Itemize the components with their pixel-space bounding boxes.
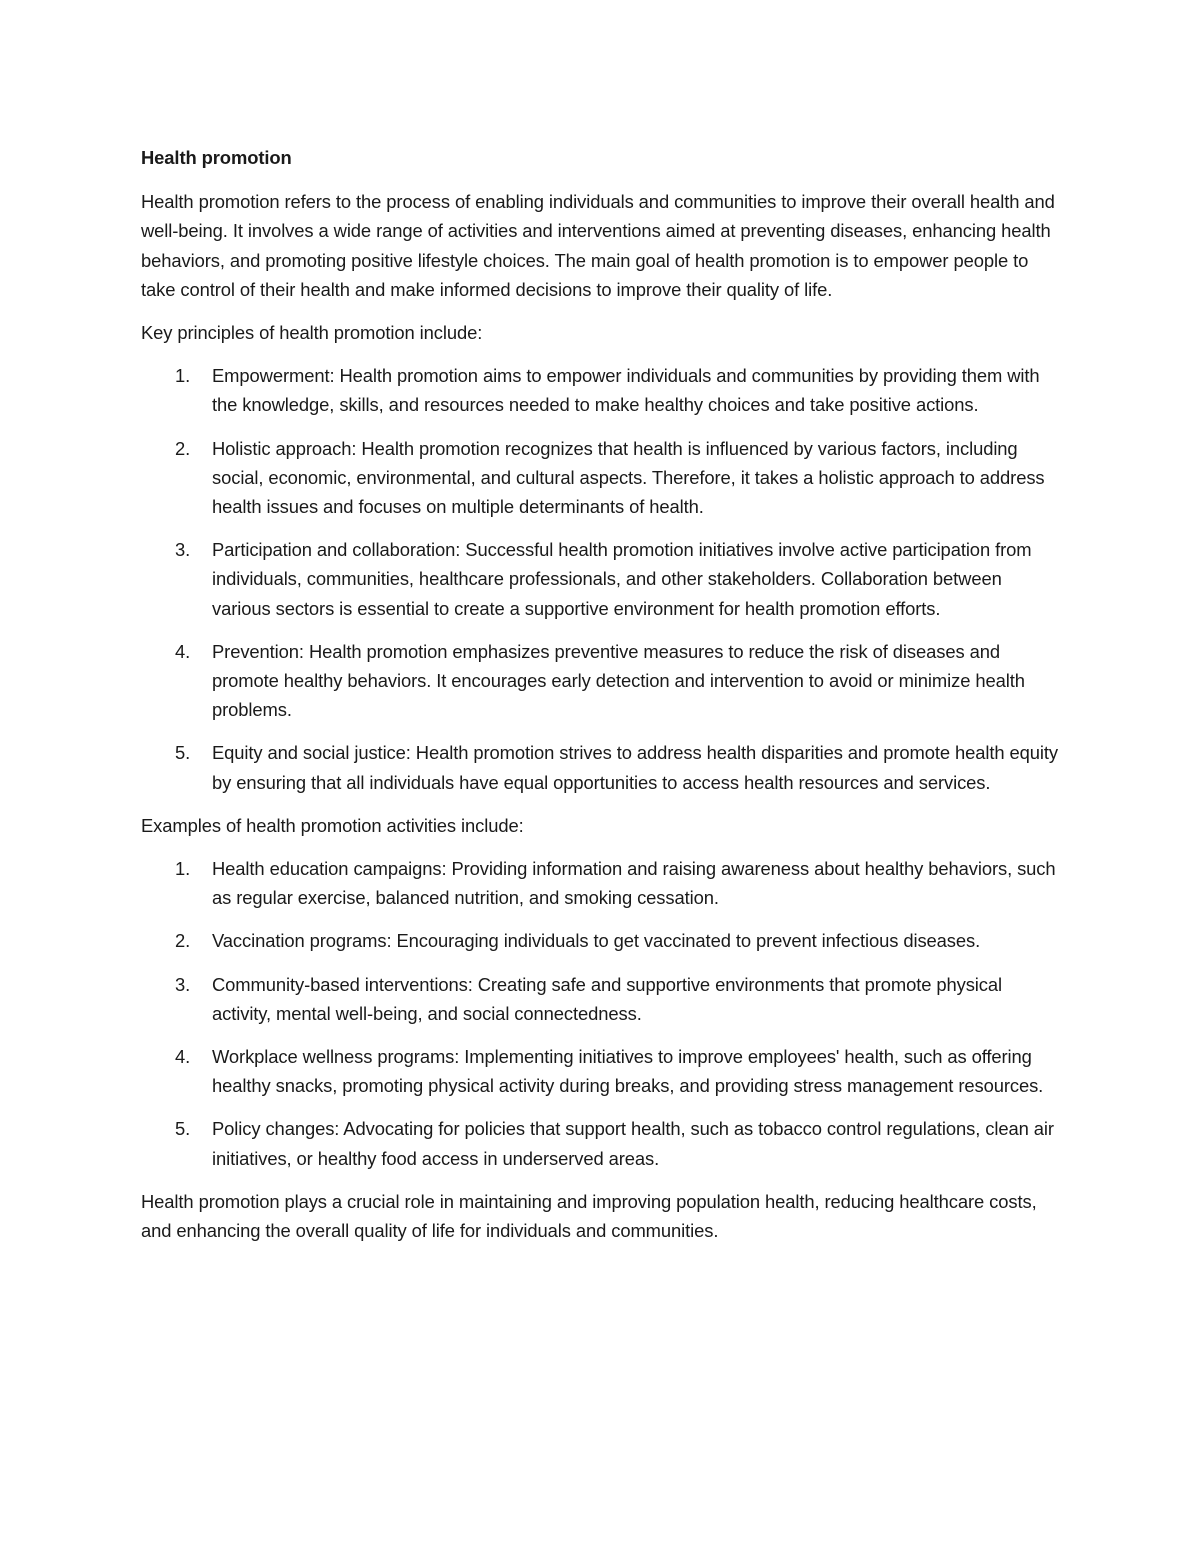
list-item-text: Workplace wellness programs: Implementing initiatives to improve employees' health, such as offering healthy snacks, promoting physical activity during breaks, and providing stress management resources. bbox=[212, 1046, 1044, 1097]
list-item-text: Policy changes: Advocating for policies that support health, such as tobacco control regulations, clean air initiatives, or healthy food access in underserved areas. bbox=[212, 1118, 1054, 1169]
list-item-text: Empowerment: Health promotion aims to empower individuals and communities by providing them with the knowledge, skills, and resources needed to make healthy choices and take positive actions. bbox=[212, 365, 1040, 416]
conclusion-paragraph: Health promotion plays a crucial role in maintaining and improving population health, reducing healthcare costs, and enhancing the overall quality of life for individuals and communities. bbox=[141, 1190, 1037, 1242]
list-number: 2. bbox=[175, 437, 191, 459]
list-number: 5. bbox=[175, 1118, 191, 1140]
list-item bbox=[141, 926, 1061, 955]
list-item bbox=[141, 535, 1061, 623]
list-number: 1. bbox=[175, 858, 191, 880]
list-item bbox=[141, 854, 1061, 912]
list-item-text: Participation and collaboration: Successful health promotion initiatives involve active participation from individuals, communities, healthcare professionals, and other stakeholders. Collaboration between various sectors is essential to create a supportive environment for health promotion efforts. bbox=[212, 539, 1032, 619]
list-item-text: Health education campaigns: Providing information and raising awareness about healthy behaviors, such as regular exercise, balanced nutrition, and smoking cessation. bbox=[212, 858, 1056, 909]
list-item-text: Vaccination programs: Encouraging individuals to get vaccinated to prevent infectious diseases. bbox=[212, 930, 981, 952]
list-item bbox=[141, 970, 1061, 1028]
list-number: 2. bbox=[175, 930, 191, 952]
list-item bbox=[141, 738, 1061, 796]
list-item bbox=[141, 434, 1061, 522]
principles-heading: Key principles of health promotion include: bbox=[141, 322, 483, 344]
intro-paragraph: Health promotion refers to the process of enabling individuals and communities to improve their overall health and well-being. It involves a wide range of activities and interventions aimed at preventing diseases, enhancing health behaviors, and promoting positive lifestyle choices. The main goal of health promotion is to empower people to take control of their health and make informed decisions to improve their quality of life. bbox=[141, 191, 1055, 300]
examples-list bbox=[141, 854, 1061, 1173]
list-item-text: Community-based interventions: Creating safe and supportive environments that promote physical activity, mental well-being, and social connectedness. bbox=[212, 973, 1002, 1024]
list-item bbox=[141, 361, 1061, 419]
document-page bbox=[141, 143, 1061, 1259]
list-item-text: Holistic approach: Health promotion recognizes that health is influenced by various factors, including social, economic, environmental, and cultural aspects. Therefore, it takes a holistic approach to address health issues and focuses on multiple determinants of health. bbox=[212, 437, 1045, 518]
list-item bbox=[141, 1114, 1061, 1172]
list-number: 5. bbox=[175, 742, 191, 764]
list-number: 4. bbox=[175, 640, 191, 662]
list-item-text: Prevention: Health promotion emphasizes preventive measures to reduce the risk of diseases and promote healthy behaviors. It encourages early detection and intervention to avoid or minimize health problems. bbox=[212, 640, 1025, 721]
list-number: 1. bbox=[175, 365, 191, 387]
list-item-text: Equity and social justice: Health promotion strives to address health disparities and promote health equity by ensuring that all individuals have equal opportunities to access health resources and services. bbox=[212, 742, 1058, 793]
list-number: 3. bbox=[175, 973, 191, 995]
examples-heading: Examples of health promotion activities include: bbox=[141, 814, 524, 836]
list-number: 4. bbox=[175, 1046, 191, 1068]
list-item bbox=[141, 637, 1061, 725]
principles-list bbox=[141, 361, 1061, 797]
document-title: Health promotion bbox=[141, 147, 292, 168]
list-number: 3. bbox=[175, 539, 191, 561]
list-item bbox=[141, 1042, 1061, 1100]
